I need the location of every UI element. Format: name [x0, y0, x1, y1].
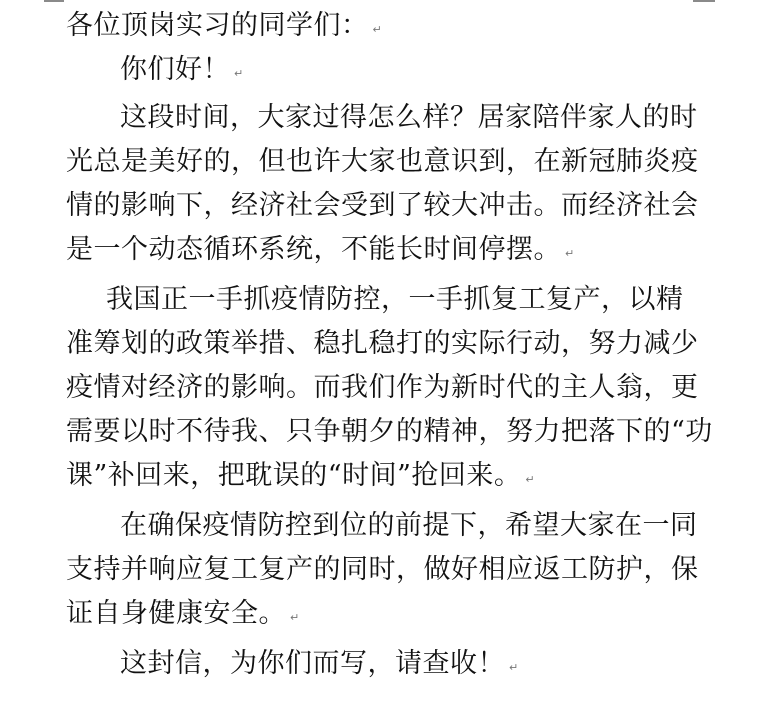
paragraph-1-line-1: [66, 96, 696, 140]
paragraph-text: 疫情对经济的影响。而我们作为新时代的主人翁，更: [66, 372, 699, 403]
paragraph-text: 需要以时不待我、只争朝夕的精神，努力把落下的“功: [66, 416, 713, 447]
paragraph-2-line-4: [66, 410, 713, 454]
paragraph-text: 在确保疫情防控到位的前提下，希望大家在一同: [120, 510, 698, 541]
salutation-text: 各位顶岗实习的同学们：: [66, 10, 369, 41]
paragraph-2-line-3: [66, 366, 699, 410]
paragraph-2-line-1: [66, 278, 696, 322]
greeting-text: 你们好！: [120, 54, 230, 85]
paragraph-3-line-1: [66, 504, 696, 548]
closing-line: [66, 642, 696, 686]
greeting-line: [66, 48, 696, 92]
paragraph-text: 课”补回来，把耽误的“时间”抢回来。: [66, 460, 522, 491]
paragraph-mark-icon: ↵: [234, 66, 244, 80]
paragraph-text: 支持并响应复工复产的同时，做好相应返工防护，保: [66, 554, 699, 585]
paragraph-1-line-2: [66, 140, 699, 184]
paragraph-text: 这段时间，大家过得怎么样？居家陪伴家人的时: [120, 102, 698, 133]
paragraph-mark-icon: ↵: [290, 610, 300, 624]
paragraph-text: 我国正一手抓疫情防控，一手抓复工复产，以精: [106, 284, 684, 315]
paragraph-3-line-2: [66, 548, 699, 592]
document-body[interactable]: [66, 4, 713, 686]
paragraph-2-line-2: [66, 322, 699, 366]
paragraph-mark-icon: ↵: [372, 22, 383, 36]
paragraph-2-line-5: [66, 454, 696, 498]
paragraph-3-line-3: [66, 592, 696, 636]
salutation-line: [66, 4, 696, 48]
paragraph-1-line-3: [66, 184, 699, 228]
crop-mark-right: [693, 0, 715, 2]
paragraph-text: 情的影响下，经济社会受到了较大冲击。而经济社会: [66, 190, 699, 221]
paragraph-text: 准筹划的政策举措、稳扎稳打的实际行动，努力减少: [66, 328, 699, 359]
paragraph-1-line-4: [66, 228, 696, 272]
paragraph-mark-icon: ↵: [525, 472, 536, 486]
paragraph-mark-icon: ↵: [565, 246, 575, 260]
paragraph-mark-icon: ↵: [509, 660, 519, 674]
paragraph-text: 证自身健康安全。: [66, 598, 286, 629]
paragraph-text: 光总是美好的，但也许大家也意识到，在新冠肺炎疫: [66, 146, 699, 177]
crop-mark-left: [44, 0, 64, 2]
paragraph-text: 是一个动态循环系统，不能长时间停摆。: [66, 234, 561, 265]
closing-text: 这封信，为你们而写，请查收！: [120, 648, 505, 679]
